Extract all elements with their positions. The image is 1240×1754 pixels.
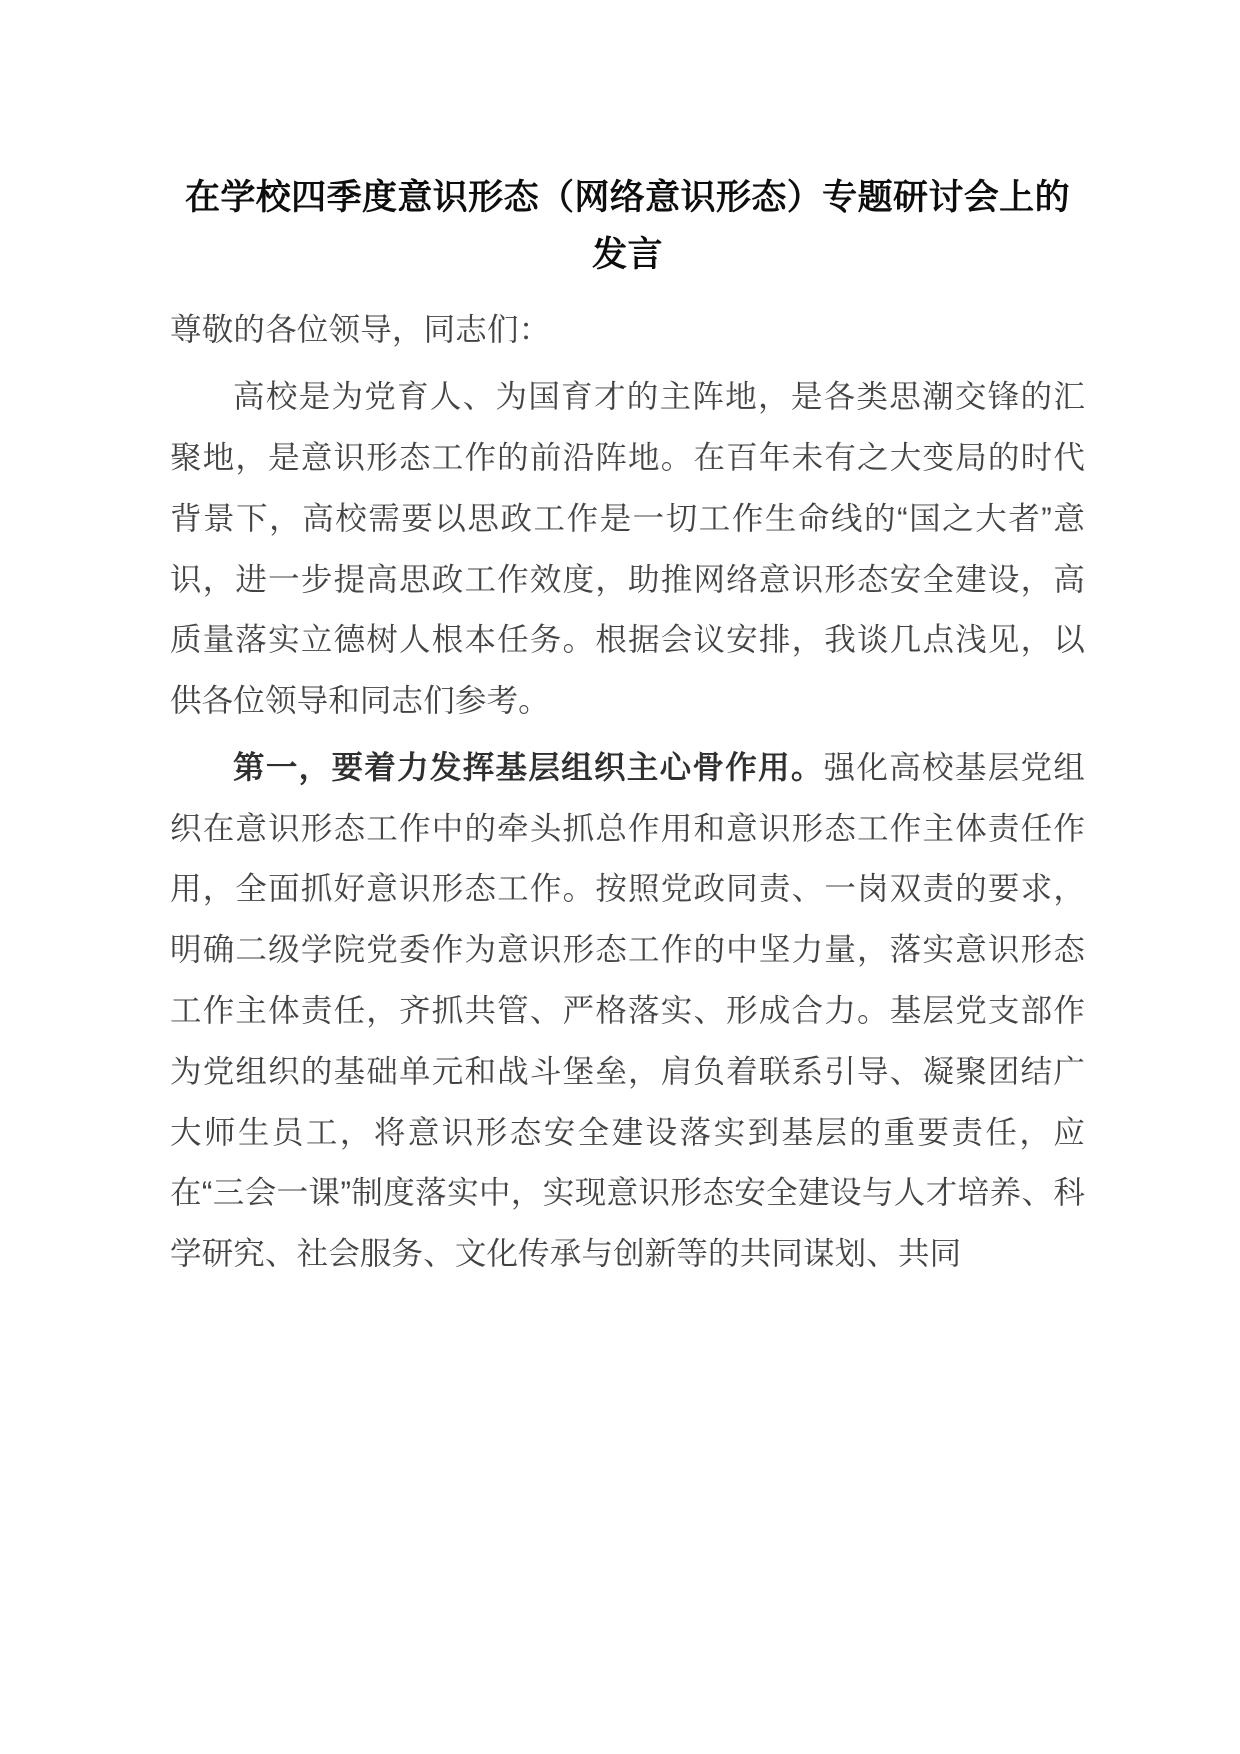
paragraph-point-one xyxy=(170,737,1085,1284)
paragraph-point-one-lead: 第一，要着力发挥基层组织主心骨作用。 xyxy=(233,748,824,785)
paragraph-point-one-body: 强化高校基层党组织在意识形态工作中的牵头抓总作用和意识形态工作主体责任作用，全面抓好意识形态工作。按照党政同责、一岗双责的要求，明确二级学院党委作为意识形态工作的中坚力量，落实意识形态工作主体责任，齐抓共管、严格落实、形成合力。基层党支部作为党组织的基础单元和战斗堡垒，肩负着联系引导、凝聚团结广大师生员工，将意识形态安全建设落实到基层的重要责任，应在“三会一课”制度落实中，实现意识形态安全建设与人才培养、科学研究、社会服务、文化传承与创新等的共同谋划、共同 xyxy=(170,748,1086,1272)
paragraph-intro: 高校是为党育人、为国育才的主阵地，是各类思潮交锋的汇聚地，是意识形态工作的前沿阵地。在百年未有之大变局的时代背景下，高校需要以思政工作是一切工作生命线的“国之大者”意识，进一步提高思政工作效度，助推网络意识形态安全建设，高质量落实立德树人根本任务。根据会议安排，我谈几点浅见，以供各位领导和同志们参考。 xyxy=(170,378,1085,719)
page-title: 在学校四季度意识形态（网络意识形态）专题研讨会上的发言 xyxy=(184,178,1070,274)
salutation-line: 尊敬的各位领导，同志们： xyxy=(170,311,551,348)
